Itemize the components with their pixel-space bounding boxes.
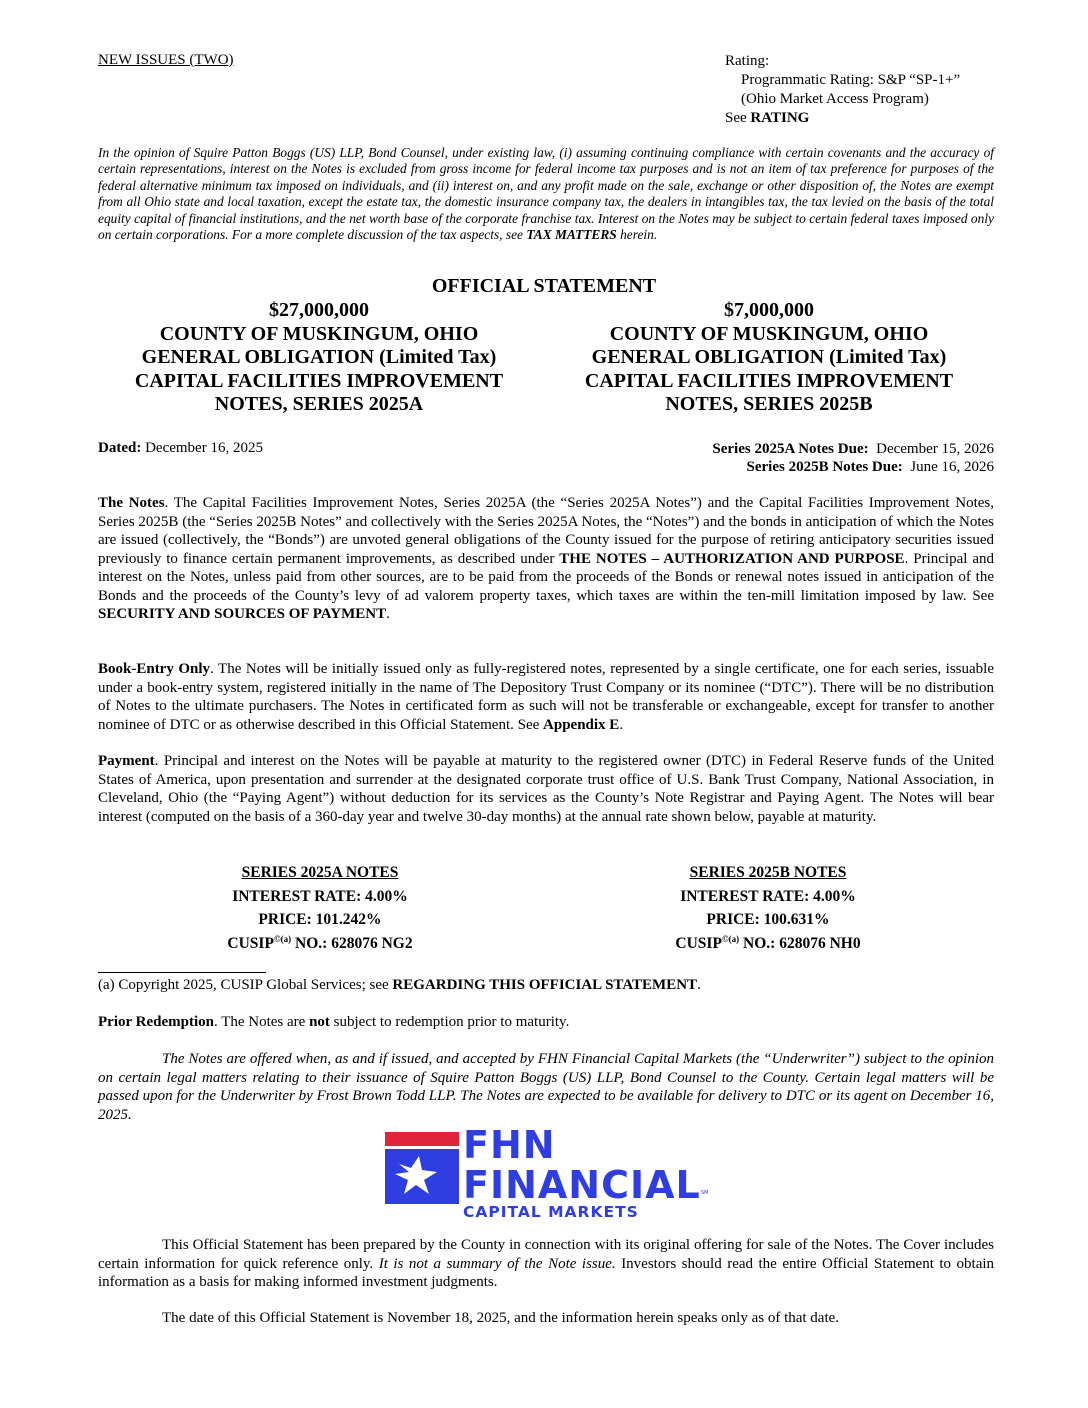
- prior-redemption-text-2: subject to redemption prior to maturity.: [333, 1014, 570, 1030]
- logo-sm-mark: SM: [701, 1190, 709, 1196]
- due-dates: [712, 440, 994, 476]
- due-a-label: Series 2025A Notes Due:: [712, 441, 869, 457]
- prior-redemption-text-1: . The Notes are: [213, 1014, 306, 1030]
- payment-lead: Payment: [98, 753, 155, 769]
- series-a-title-line-3: CAPITAL FACILITIES IMPROVEMENT: [134, 369, 504, 392]
- closing-text-1: This Official Statement has been prepared by the County in connection with its original offering for sale of the Notes. The Cover includes certain information for quick reference only.: [98, 1237, 994, 1272]
- rating-see-text: See: [725, 110, 747, 126]
- series-a-title-line-1: COUNTY OF MUSKINGUM, OHIO: [159, 322, 479, 345]
- opinion-end: herein.: [620, 227, 658, 243]
- series-b-cusip: [628, 932, 908, 956]
- series-a-cusip-no: NO.: 628076 NG2: [291, 934, 413, 952]
- series-b-cusip-no: NO.: 628076 NH0: [739, 934, 861, 952]
- series-a-title: [98, 299, 540, 417]
- payment-paragraph: [98, 752, 994, 826]
- the-notes-paragraph: [98, 494, 994, 624]
- statement-date: The date of this Official Statement is November 18, 2025, and the information herein speaks only as of that date.: [162, 1310, 840, 1326]
- footnote-rule: [98, 972, 266, 973]
- the-notes-text-3: .: [386, 606, 390, 622]
- due-b-label: Series 2025B Notes Due:: [746, 459, 903, 475]
- opinion-tax-matters: TAX MATTERS: [526, 227, 617, 243]
- series-b-title: [548, 299, 990, 417]
- the-notes-text-1: . The Capital Facilities Improvement Notes, Series 2025A (the “Series 2025A Notes”) and the Capital Facilities Improvement Notes, Series 2025B (the “Series 2025B Notes” and collectively with the Series 2025A Notes, the “Notes”) and the bonds in anticipation of which the Notes are issued (collectively, the “Bonds”) are unvoted general obligations of the County issued for the purpose of retiring anticipatory securities issued previously to finance certain permanent improvements, as described under: [98, 495, 995, 567]
- logo-word-financial: FINANCIAL: [463, 1163, 701, 1207]
- series-b-rate: INTEREST RATE: 4.00%: [680, 887, 856, 905]
- series-b-title-line-1: COUNTY OF MUSKINGUM, OHIO: [609, 322, 929, 345]
- dated-value: December 16, 2025: [145, 440, 263, 456]
- book-entry-text-1: . The Notes will be initially issued only as fully-registered notes, represented by a single certificate, one for each series, issuable under a book-entry system, registered initially in the name of The Depository Trust Company or its nominee (“DTC”). There will be no distribution of Notes to the ultimate purchasers. The Notes in certificated form as such will not be transferable or exchangeable, except for transfer to another nominee of DTC or as otherwise described in this Official Statement. See: [98, 661, 994, 733]
- series-a-rate: INTEREST RATE: 4.00%: [232, 887, 408, 905]
- closing-text-2: Investors should read the entire Official Statement to obtain information as a basis for making informed investment judgments.: [98, 1255, 995, 1290]
- book-entry-lead: Book-Entry Only: [98, 661, 211, 677]
- rating-see: [725, 109, 960, 128]
- rating-block: [725, 52, 960, 128]
- series-b-title-line-4: NOTES, SERIES 2025B: [665, 393, 873, 415]
- series-b-title-line-2: GENERAL OBLIGATION (Limited Tax): [591, 346, 947, 368]
- due-a-line: [712, 440, 994, 458]
- book-entry-text-2: .: [619, 716, 624, 733]
- opinion-text: In the opinion of Squire Patton Boggs (US) LLP, Bond Counsel, under existing law, (i) assuming continuing compliance with certain covenants and the accuracy of certain representations, interest on the Notes is excluded from gross income for federal income tax purposes and is not an item of tax preference for purposes of the federal alternative minimum tax imposed on individuals, and (ii) interest on, and any profit made on the sale, exchange or other disposition of, the Notes are exempt from all Ohio state and local taxation, except the estate tax, the domestic insurance company tax, the dealers in intangibles tax, the tax levied on the basis of the total equity capital of financial institutions, and the net worth base of the corporate franchise tax. Interest on the Notes may be subject to certain federal taxes imposed only on certain corporations. For a more complete discussion of the tax aspects, see: [98, 145, 994, 243]
- series-a-amount: $27,000,000: [269, 299, 369, 321]
- series-b-heading: SERIES 2025B NOTES: [689, 864, 847, 881]
- due-b-line: [712, 458, 994, 476]
- book-entry-paragraph: [98, 660, 994, 734]
- due-b-value: June 16, 2026: [910, 459, 994, 475]
- prior-redemption-lead: Prior Redemption: [98, 1014, 214, 1030]
- series-a-cusip: [180, 932, 460, 956]
- book-entry-appendix: Appendix E: [543, 716, 620, 733]
- fhn-star-flag-icon: [385, 1132, 459, 1204]
- dated-line: [98, 440, 263, 457]
- logo-word-fhn: FHN: [463, 1123, 556, 1167]
- series-a-cusip-sup: ©(a): [273, 933, 292, 944]
- cusip-footnote: [98, 977, 701, 994]
- rating-label: Rating:: [725, 53, 770, 69]
- due-a-value: December 15, 2026: [876, 441, 994, 457]
- dated-label: Dated:: [98, 440, 142, 456]
- the-notes-ref-1: THE NOTES – AUTHORIZATION AND PURPOSE: [559, 550, 905, 567]
- rating-see-link: RATING: [750, 110, 810, 126]
- series-b-cusip-sup: ©(a): [721, 933, 740, 944]
- rating-line-2: (Ohio Market Access Program): [741, 91, 929, 107]
- new-issues-label: NEW ISSUES (TWO): [98, 52, 234, 68]
- series-b-title-line-3: CAPITAL FACILITIES IMPROVEMENT: [584, 369, 954, 392]
- logo-capital-markets: CAPITAL MARKETS: [463, 1203, 639, 1221]
- series-b-amount: $7,000,000: [724, 299, 814, 321]
- series-a-price: PRICE: 101.242%: [258, 911, 382, 928]
- series-b-terms: [628, 861, 908, 955]
- series-a-terms: [180, 861, 460, 955]
- bond-counsel-opinion: [98, 145, 994, 243]
- payment-text: . Principal and interest on the Notes will be payable at maturity to the registered owner (DTC) in Federal Reserve funds of the United States of America, upon presentation and surrender at the designated corporate trust office of U.S. Bank Trust Company, National Association, in Cleveland, Ohio (the “Paying Agent”) without deduction for its services as the County’s Note Registrar and Paying Agent. The Notes will bear interest (computed on the basis of a 360-day year and twelve 30-day months) at the annual rate shown below, payable at maturity.: [98, 753, 994, 825]
- prior-redemption-not: not: [309, 1014, 330, 1030]
- series-b-cusip-label: CUSIP: [675, 934, 722, 952]
- footnote-ref: REGARDING THIS OFFICIAL STATEMENT: [392, 977, 698, 993]
- prior-redemption-paragraph: [98, 1014, 569, 1031]
- closing-ital: It is not a summary of the Note issue.: [378, 1255, 616, 1272]
- rating-line-1: Programmatic Rating: S&P “SP-1+”: [741, 72, 961, 88]
- series-a-cusip-label: CUSIP: [227, 934, 274, 952]
- footnote-text: (a) Copyright 2025, CUSIP Global Services; see: [98, 977, 389, 993]
- official-statement-heading: OFFICIAL STATEMENT: [431, 275, 657, 297]
- footnote-end: .: [697, 977, 701, 993]
- series-a-heading: SERIES 2025A NOTES: [241, 864, 399, 881]
- series-a-title-line-2: GENERAL OBLIGATION (Limited Tax): [141, 346, 497, 368]
- fhn-financial-logo: [385, 1123, 715, 1222]
- offering-paragraph: The Notes are offered when, as and if issued, and accepted by FHN Financial Capital Markets (the “Underwriter”) subject to the opinion on certain legal matters relating to their issuance of Squire Patton Boggs (US) LLP, Bond Counsel to the County. Certain legal matters will be passed upon for the Underwriter by Frost Brown Todd LLP. The Notes are expected to be available for delivery to DTC or its agent on December 16, 2025.: [98, 1051, 994, 1123]
- the-notes-ref-2: SECURITY AND SOURCES OF PAYMENT: [98, 606, 387, 622]
- the-notes-text-2: . Principal and interest on the Notes, unless paid from other sources, are to be paid from the proceeds of the Bonds or renewal notes issued in anticipation of the Bonds and the proceeds of the County’s levy of ad valorem property taxes, which taxes are within the ten-mill limitation imposed by law. See: [98, 550, 994, 604]
- series-a-title-line-4: NOTES, SERIES 2025A: [214, 393, 424, 415]
- the-notes-lead: The Notes: [98, 495, 165, 511]
- closing-paragraph: [98, 1236, 994, 1292]
- series-b-price: PRICE: 100.631%: [706, 911, 830, 928]
